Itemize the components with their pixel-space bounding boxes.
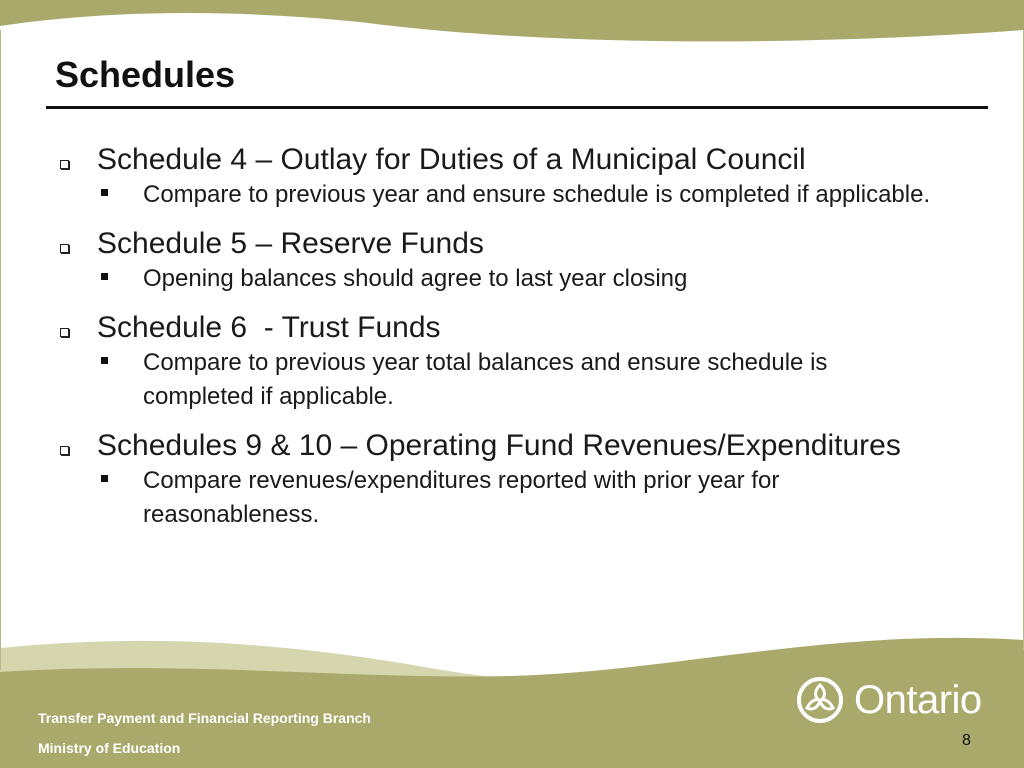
- sub-bullet-text: Compare to previous year and ensure schedule is completed if applicable.: [143, 181, 931, 208]
- bullet-item: [55, 310, 1015, 414]
- hollow-square-bullet-icon: [55, 428, 97, 464]
- bullet-heading: [55, 226, 1015, 262]
- ontario-trillium-icon: [796, 676, 844, 724]
- sub-bullet-text: Compare to previous year total balances and ensure schedule is completed if applicable.: [143, 349, 828, 410]
- hollow-square-bullet-icon: [55, 310, 97, 346]
- ontario-logo: [796, 676, 982, 724]
- bullet-heading-text: Schedule 4 – Outlay for Duties of a Municipal Council: [97, 143, 806, 176]
- bullet-heading: [55, 142, 1015, 178]
- title-divider: [46, 106, 988, 109]
- bullet-heading-text: Schedule 5 – Reserve Funds: [97, 227, 484, 260]
- filled-square-bullet-icon: [97, 464, 143, 494]
- bullet-heading-text: Schedule 6 - Trust Funds: [97, 311, 441, 344]
- sub-bullet: [97, 262, 1015, 296]
- filled-square-bullet-icon: [97, 346, 143, 376]
- bullet-heading: [55, 310, 1015, 346]
- bullet-heading: [55, 428, 1015, 464]
- logo-wordmark: Ontario: [854, 677, 982, 722]
- bullet-heading-text: Schedules 9 & 10 – Operating Fund Revenues/Expenditures: [97, 429, 901, 462]
- slide-title: Schedules: [55, 54, 236, 95]
- hollow-square-bullet-icon: [55, 142, 97, 178]
- bullet-item: [55, 226, 1015, 296]
- sub-bullet: [97, 464, 1015, 532]
- sub-bullet: [97, 346, 1015, 414]
- bullet-list: [55, 142, 1015, 546]
- bullet-item: [55, 142, 1015, 212]
- top-band: [0, 0, 1024, 41]
- page-number: 8: [962, 732, 971, 749]
- filled-square-bullet-icon: [97, 262, 143, 292]
- sub-bullet: [97, 178, 1015, 212]
- bullet-item: [55, 428, 1015, 532]
- hollow-square-bullet-icon: [55, 226, 97, 262]
- sub-bullet-text: Opening balances should agree to last year closing: [143, 265, 688, 292]
- left-edge-line: [0, 30, 1, 670]
- filled-square-bullet-icon: [97, 178, 143, 208]
- sub-bullet-text: Compare revenues/expenditures reported with prior year for reasonableness.: [143, 467, 780, 528]
- footer-ministry: Ministry of Education: [38, 740, 181, 756]
- footer-branch: Transfer Payment and Financial Reporting Branch: [38, 710, 371, 726]
